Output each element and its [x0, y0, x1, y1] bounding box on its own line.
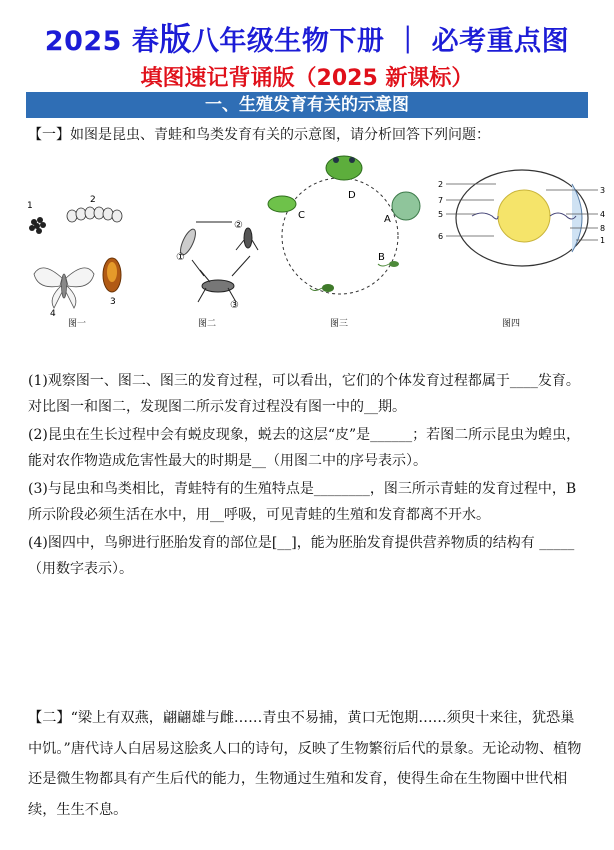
- fig4-label-1: 1: [600, 236, 606, 245]
- fig2-label-3: ③: [230, 300, 239, 310]
- fig3-label-C: C: [298, 210, 305, 221]
- title-year: 2025: [44, 26, 122, 57]
- page-subtitle: 填图速记背诵版（2025 新课标）: [140, 66, 474, 91]
- moth-icon: [34, 268, 94, 308]
- figure-2-caption: 图二: [198, 319, 217, 329]
- fig1-label-3: 3: [110, 297, 116, 307]
- fig3-label-B: B: [378, 252, 385, 263]
- yolk: [498, 190, 550, 242]
- fig4-label-2: 2: [438, 180, 444, 189]
- question-1-sub-4: (4)图四中，鸟卵进行胚胎发育的部位是[__]，能为胚胎发育提供营养物质的结构有 _____（用数字表示）。: [28, 535, 575, 577]
- question-1-intro: 【一】如图是昆虫、青蛙和鸟类发育有关的示意图，请分析回答下列问题：: [28, 127, 490, 143]
- fig3-label-D: D: [348, 190, 356, 201]
- title-ban: 版: [159, 20, 192, 58]
- pupa-icon: [103, 258, 121, 292]
- adult-frog-icon: [326, 156, 362, 180]
- arrow-3-1: [192, 260, 204, 276]
- question-1-subquestions: [28, 368, 586, 584]
- frog-eggs-icon: [392, 192, 420, 220]
- nymph-icon: [236, 228, 258, 250]
- fig4-label-6: 6: [438, 232, 444, 241]
- figure-1-illustration: [24, 190, 134, 325]
- arrow-2-3: [232, 256, 250, 276]
- fig4-label-5: 5: [438, 210, 444, 219]
- section-banner: 一、生殖发育有关的示意图: [26, 92, 588, 118]
- fig3-label-A: A: [384, 214, 391, 225]
- title-rest: 八年级生物下册 ｜ 必考重点图: [191, 26, 570, 57]
- fig4-label-3: 3: [600, 186, 606, 195]
- figure-4-caption: 图四: [502, 319, 521, 329]
- larva-icon: [67, 207, 122, 222]
- fig4-label-7: 7: [438, 196, 444, 205]
- figure-3-illustration: [258, 148, 428, 308]
- fig1-label-1: 1: [27, 201, 33, 211]
- fig4-label-4: 4: [600, 210, 606, 219]
- question-2-text: 【二】“梁上有双燕，翩翩雄与雌……青虫不易捕，黄口无饱期……须臾十来往，犹恐巢中饥。”唐代诗人白居易这脍炙人口的诗句，反映了生物繁衍后代的景象。无论动物、植物还是微生物都具有产生后代的能力，生物通过生殖和发育，使得生命在生物圈中世代相续，生生不息。: [28, 710, 582, 818]
- eggs-icon: [29, 217, 46, 234]
- fig2-label-2: ②: [234, 220, 243, 231]
- figure-3-caption: 图三: [330, 319, 349, 329]
- figure-4-illustration: [436, 166, 606, 276]
- fig1-label-4: 4: [50, 309, 56, 319]
- young-frog-icon: [268, 196, 296, 212]
- fig1-label-2: 2: [90, 195, 96, 205]
- life-cycle-ring: [282, 178, 398, 294]
- figure-2-illustration: [170, 210, 265, 310]
- fig2-label-1: ①: [176, 252, 185, 263]
- fig4-label-8: 8: [600, 224, 606, 233]
- title-spring: 春: [131, 26, 160, 57]
- question-1-sub-3: (3)与昆虫和鸟类相比，青蛙特有的生殖特点是________，图三所示青蛙的发育过程中，B 所示阶段必须生活在水中，用__呼吸，可见青蛙的生殖和发育都离不开水。: [28, 481, 577, 523]
- page-title: [0, 14, 614, 60]
- question-1-sub-2: (2)昆虫在生长过程中会有蜕皮现象，蜕去的这层“皮”是______；若图二所示昆虫为蝗虫，能对农作物造成危害性最大的时期是__（用图二中的序号表示）。: [28, 427, 581, 469]
- question-1-sub-1: (1)观察图一、图二、图三的发育过程，可以看出，它们的个体发育过程都属于____发育。对比图一和图二，发现图二所示发育过程没有图一中的__期。: [28, 373, 580, 415]
- figure-1-caption: 图一: [68, 319, 87, 329]
